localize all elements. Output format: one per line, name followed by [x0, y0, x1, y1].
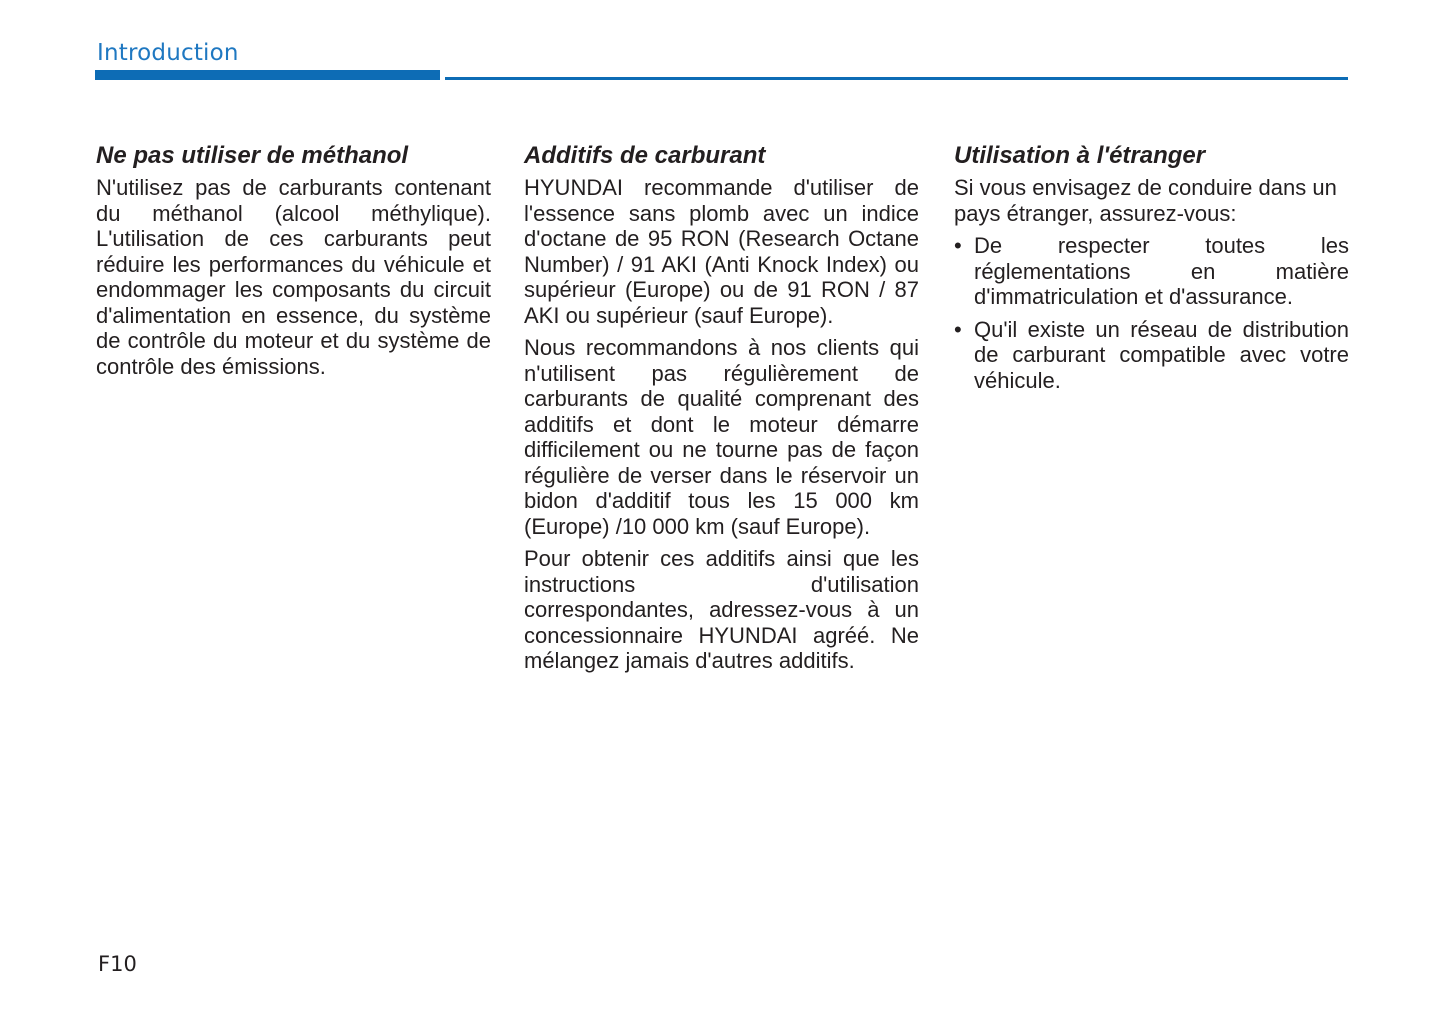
bullet-icon: •	[954, 316, 962, 342]
paragraph-dealer: Pour obtenir ces additifs ainsi que les instructions d'utilisation correspondantes, adressez-vous à un concessionnaire HYUNDAI agréé. Ne mélangez jamais d'autres additifs.	[524, 546, 919, 673]
bullet-list	[954, 233, 1349, 393]
list-item	[954, 233, 1349, 310]
column-fuel-additives	[524, 142, 919, 674]
bullet-icon: •	[954, 233, 962, 258]
heading-methanol: Ne pas utiliser de méthanol	[96, 142, 409, 169]
paragraph-abroad-intro: Si vous envisagez de conduire dans un pays étranger, assurez-vous:	[954, 175, 1337, 226]
paragraph-methanol: N'utilisez pas de carburants contenant du méthanol (alcool méthylique). L'utilisation de ces carburants peut réduire les performances du véhicule et endommager les composants du circuit d'alimentation en essence, du système de contrôle du moteur et du système de contrôle des émissions.	[96, 175, 491, 379]
header-rule-thick	[95, 70, 440, 80]
paragraph-octane: HYUNDAI recommande d'utiliser de l'essence sans plomb avec un indice d'octane de 95 RON (Research Octane Number) / 91 AKI (Anti Knock Index) ou supérieur (Europe) ou de 91 RON / 87 AKI ou supérieur (sauf Europe).	[524, 175, 919, 328]
heading-fuel-additives: Additifs de carburant	[524, 142, 766, 169]
page-number: F10	[98, 952, 137, 976]
paragraph-recommendation: Nous recommandons à nos clients qui n'utilisent pas régulièrement de carburants de qualité comprenant des additifs et dont le moteur démarre difficilement ou ne tourne pas de façon régulière de verser dans le réservoir un bidon d'additif tous les 15 000 km (Europe) /10 000 km (sauf Europe).	[524, 335, 919, 539]
list-item	[954, 317, 1349, 394]
column-methanol	[96, 142, 491, 379]
heading-abroad: Utilisation à l'étranger	[954, 142, 1206, 169]
list-item-text: De respecter toutes les réglementations en matière d'immatriculation et d'assurance.	[974, 233, 1349, 309]
header-rule-thin	[445, 77, 1348, 80]
list-item-text: Qu'il existe un réseau de distribution de carburant compatible avec votre véhicule.	[974, 316, 1349, 393]
column-abroad	[954, 142, 1349, 400]
section-title: Introduction	[97, 40, 239, 66]
